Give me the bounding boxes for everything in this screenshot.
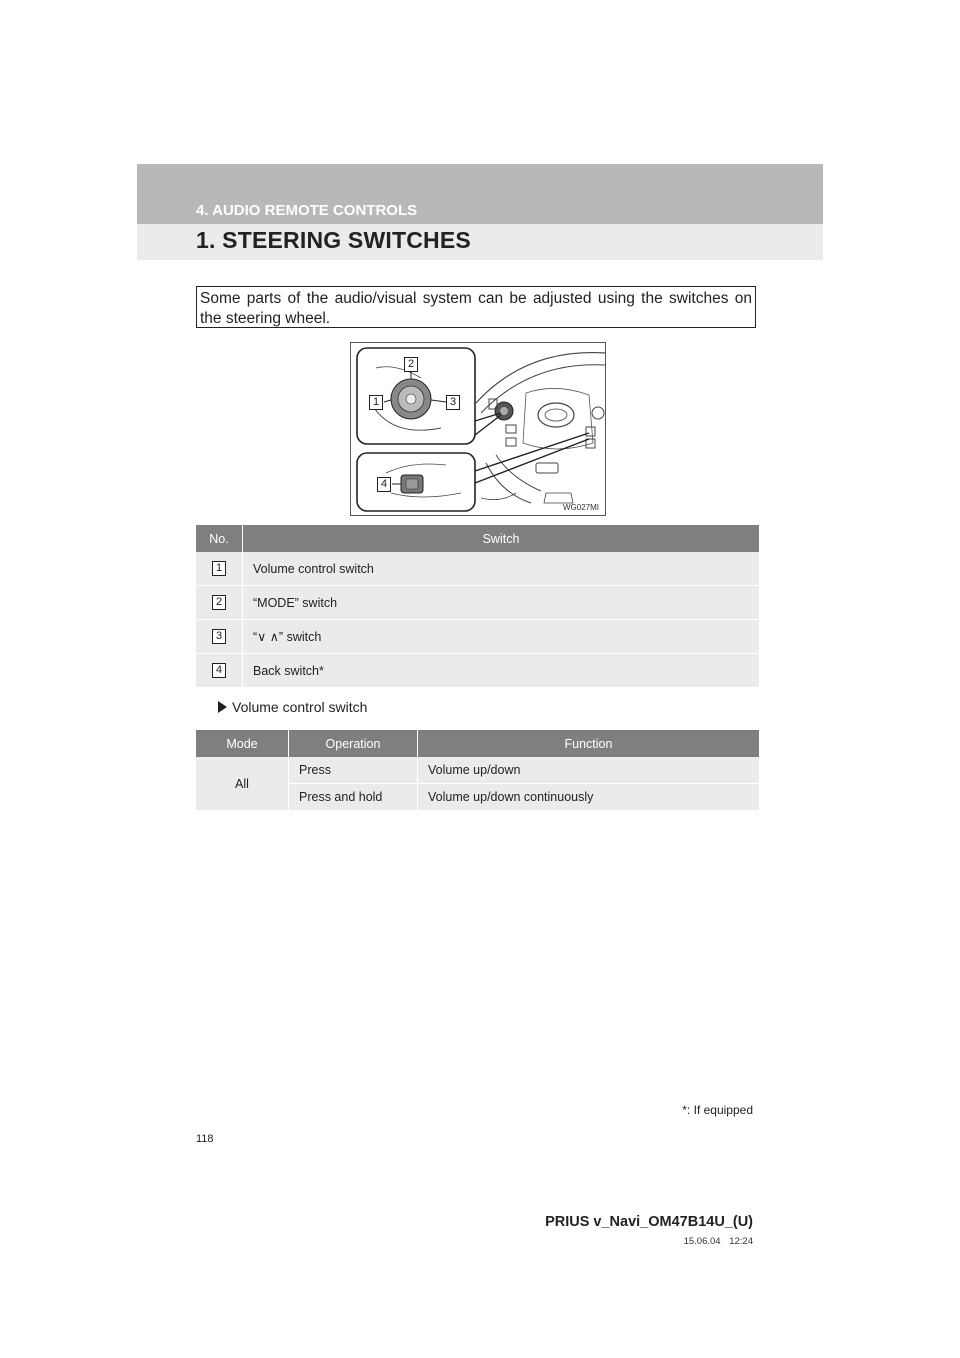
table-row: [196, 654, 759, 688]
switch-name: “MODE” switch: [243, 586, 760, 620]
number-box: 2: [212, 595, 226, 610]
footnote: *: If equipped: [682, 1103, 753, 1117]
col-switch: Switch: [243, 525, 760, 552]
callout-2: 2: [404, 357, 418, 372]
page-number: 118: [196, 1133, 214, 1145]
document-id: PRIUS v_Navi_OM47B14U_(U): [545, 1214, 753, 1230]
col-mode: Mode: [196, 730, 289, 757]
switch-name: “∨ ∧” switch: [243, 620, 760, 654]
col-no: No.: [196, 525, 243, 552]
table-row: [196, 586, 759, 620]
table-row: [196, 620, 759, 654]
triangle-bullet-icon: [218, 701, 227, 713]
page-title: 1. STEERING SWITCHES: [196, 227, 471, 253]
volume-table-header: [196, 730, 759, 757]
function-cell: Volume up/down continuously: [418, 784, 760, 811]
volume-table: [196, 730, 759, 811]
table-row: [196, 757, 759, 784]
volume-subheading: [218, 699, 367, 715]
intro-box: Some parts of the audio/visual system can be adjusted using the switches on the steering wheel.: [196, 286, 756, 328]
table-row: [196, 552, 759, 586]
number-box: 1: [212, 561, 226, 576]
mode-cell: All: [196, 757, 289, 811]
figure-code: WG027MI: [562, 503, 599, 512]
col-operation: Operation: [289, 730, 418, 757]
number-box: 3: [212, 629, 226, 644]
switch-name: Volume control switch: [243, 552, 760, 586]
operation-cell: Press: [289, 757, 418, 784]
number-box: 4: [212, 663, 226, 678]
callout-1: 1: [369, 395, 383, 410]
function-cell: Volume up/down: [418, 757, 760, 784]
col-function: Function: [418, 730, 760, 757]
switch-name: Back switch*: [243, 654, 760, 688]
section-label: 4. AUDIO REMOTE CONTROLS: [196, 202, 418, 219]
switch-table-header: [196, 525, 759, 552]
callout-4: 4: [377, 477, 391, 492]
subheading-text: Volume control switch: [232, 699, 368, 715]
switch-table: [196, 525, 759, 688]
steering-wheel-illustration: [350, 342, 606, 516]
document-date: 15.06.04 12:24: [683, 1236, 753, 1247]
callout-3: 3: [446, 395, 460, 410]
operation-cell: Press and hold: [289, 784, 418, 811]
